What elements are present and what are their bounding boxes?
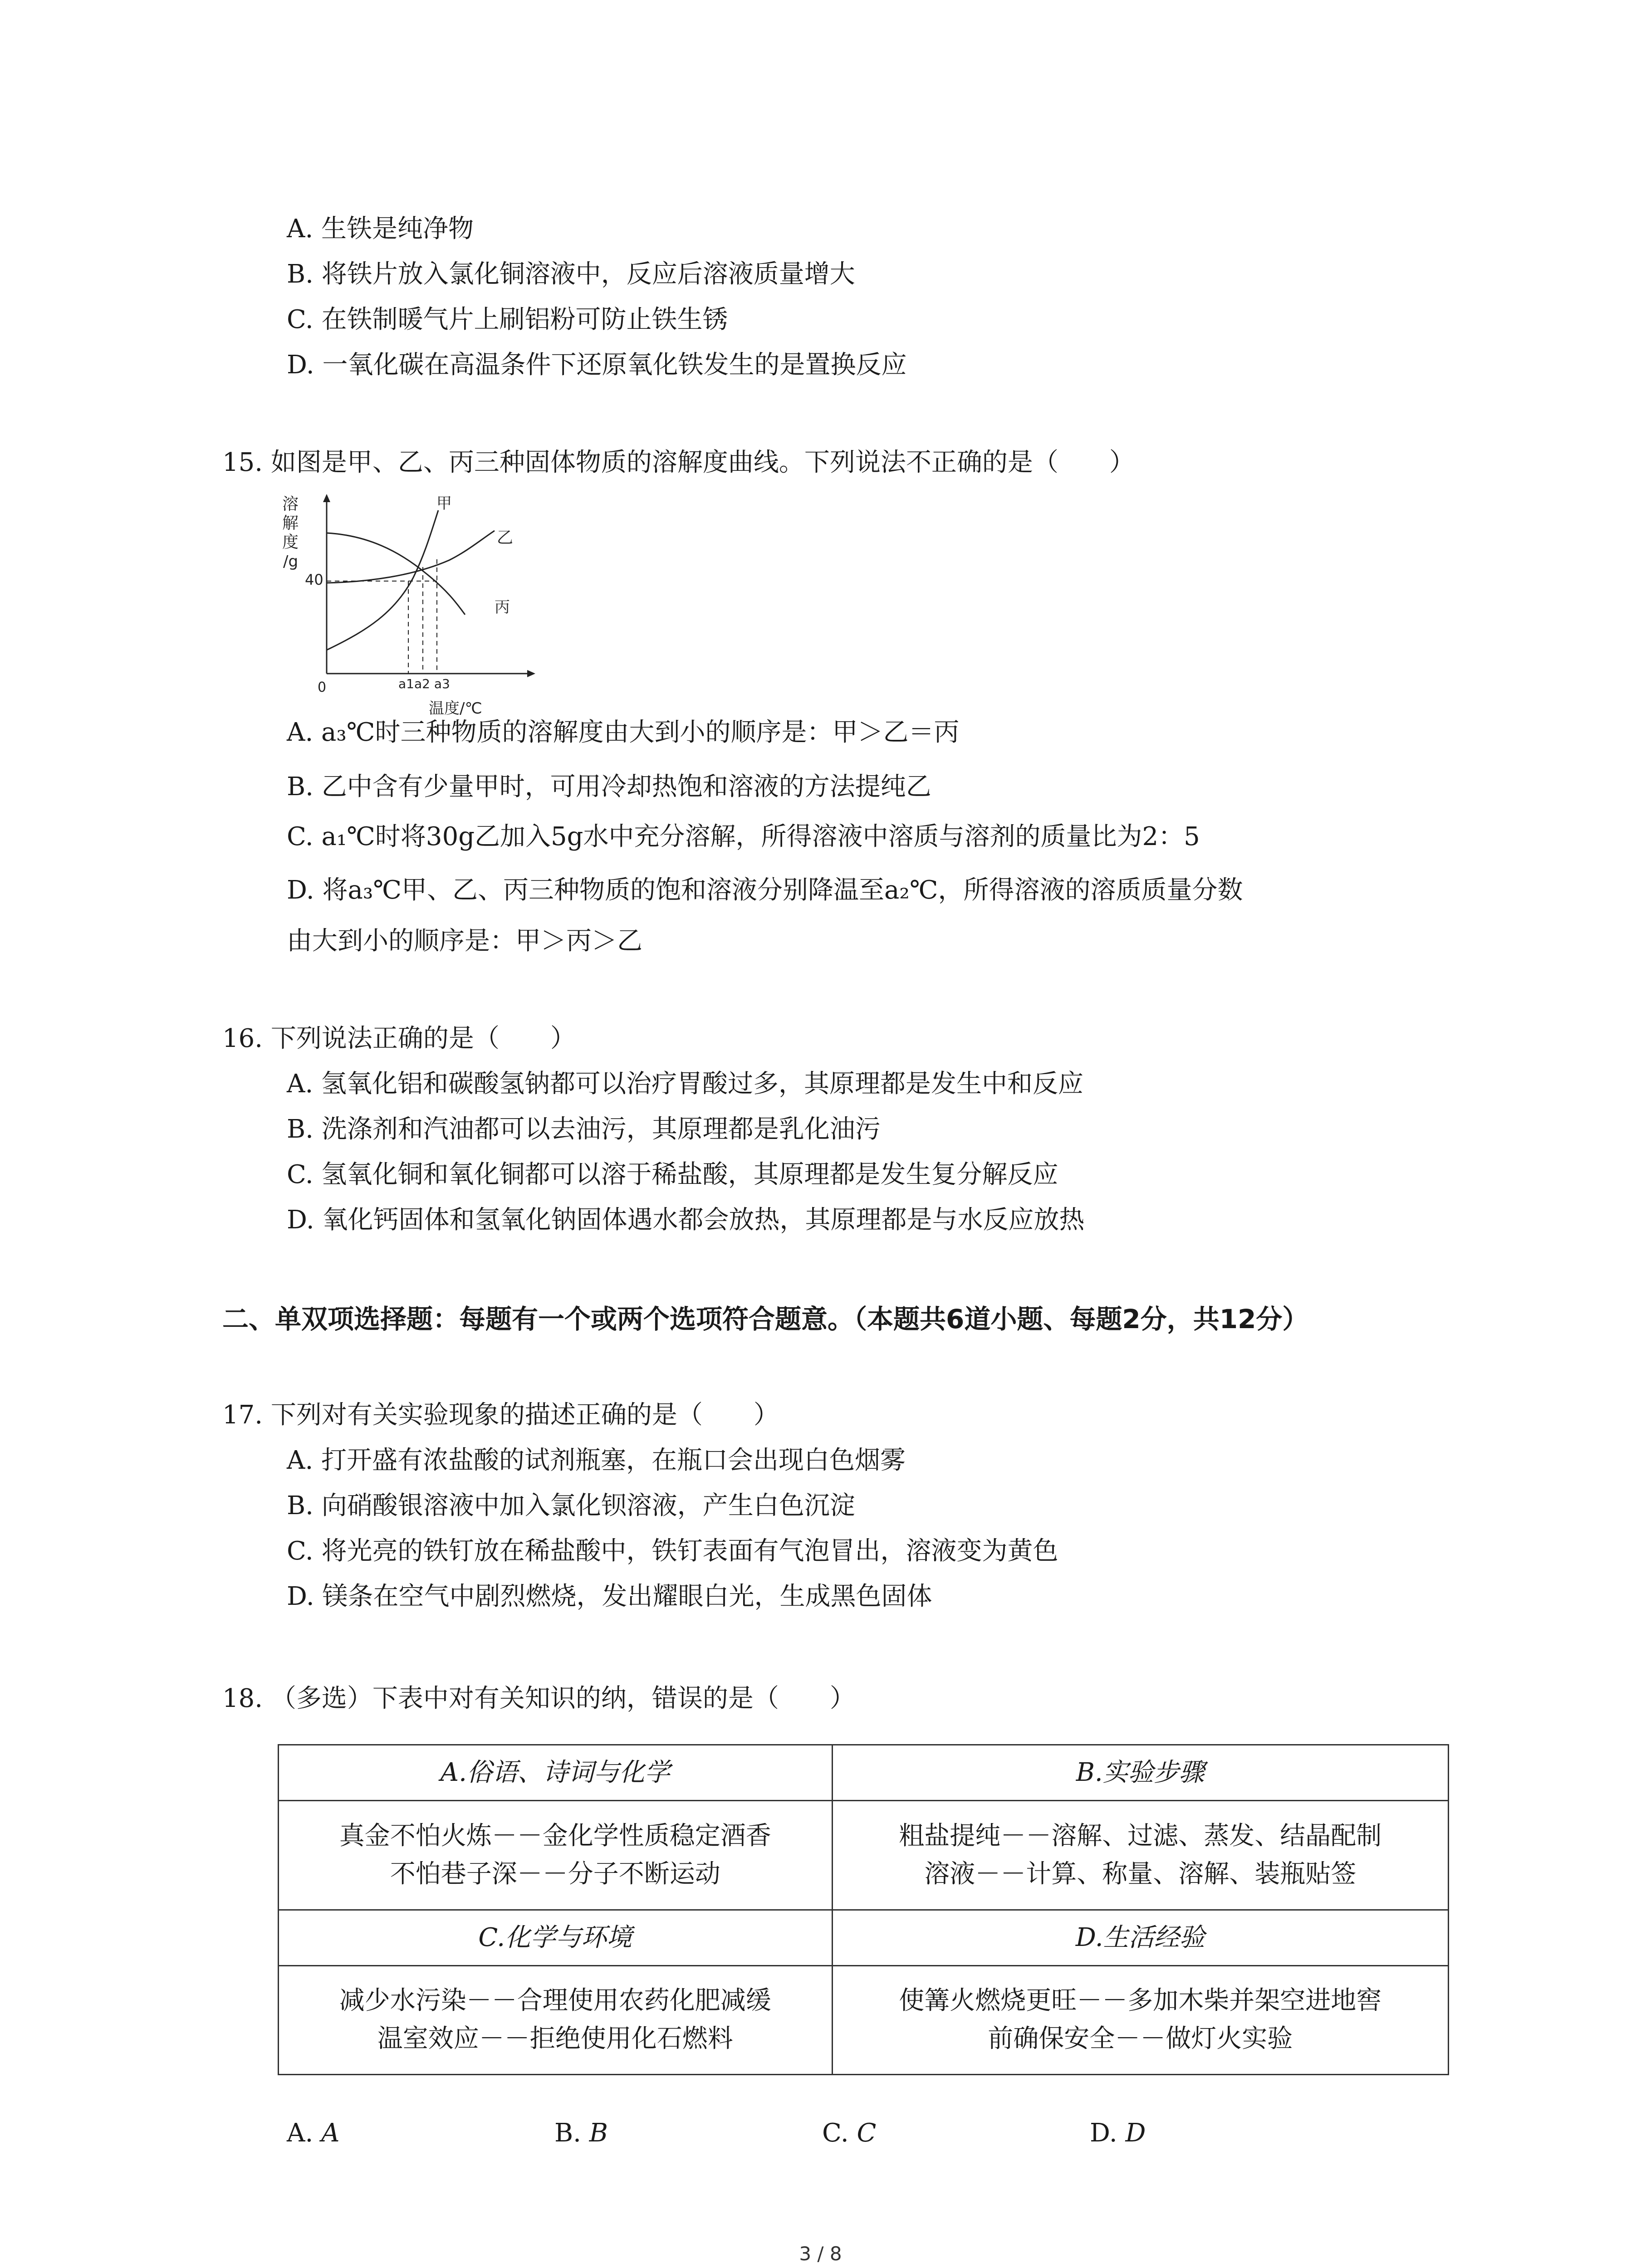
y-tick-40: 40 [305, 571, 323, 588]
q15-option-a: A. a₃℃时三种物质的溶解度由大到小的顺序是：甲＞乙＝丙 [287, 718, 960, 747]
q17-option-b: B. 向硝酸银溶液中加入氯化钡溶液，产生白色沉淀 [287, 1491, 855, 1520]
series-label-jia: 甲 [436, 494, 452, 513]
table-head-d: D.生活经验 [832, 1910, 1448, 1965]
table-cell-a-line1: 真金不怕火炼－－金化学性质稳定酒香 [339, 1821, 771, 1851]
q15-option-d: D. 将a₃℃甲、乙、丙三种物质的饱和溶液分别降温至a₂℃，所得溶液的溶质质量分数 [287, 875, 1243, 905]
table-cell-b-line1: 粗盐提纯－－溶解、过滤、蒸发、结晶配制 [899, 1821, 1382, 1851]
y-label-3: 度 [282, 533, 299, 552]
q16-option-d: D. 氧化钙固体和氢氧化钠固体遇水都会放热，其原理都是与水反应放热 [287, 1205, 1085, 1235]
q17-stem: 17. 下列对有关实验现象的描述正确的是（ ） [222, 1400, 779, 1430]
table-cell-c-line2: 温室效应－－拒绝使用化石燃料 [377, 2024, 733, 2054]
table-head-a: A.俗语、诗词与化学 [279, 1745, 833, 1801]
q18-knowledge-table [278, 1744, 1449, 2075]
y-unit: /g [283, 552, 299, 571]
q16-option-c: C. 氢氧化铜和氧化铜都可以溶于稀盐酸，其原理都是发生复分解反应 [287, 1160, 1058, 1189]
q18-answer-c-letter: C. [822, 2118, 849, 2148]
origin-label: 0 [318, 679, 327, 695]
q14-option-d: D. 一氧化碳在高温条件下还原氧化铁发生的是置换反应 [287, 350, 907, 380]
q18-answer-c [822, 2117, 876, 2149]
x-label: 温度/℃ [429, 699, 482, 718]
section-2-heading: 二、单双项选择题：每题有一个或两个选项符合题意。（本题共6道小题、每题2分，共12分） [222, 1304, 1309, 1334]
table-head-c: C.化学与环境 [279, 1910, 833, 1965]
q14-option-a: A. 生铁是纯净物 [287, 214, 474, 244]
curve-jia [327, 510, 438, 650]
q14-option-b: B. 将铁片放入氯化铜溶液中，反应后溶液质量增大 [287, 259, 855, 289]
curve-yi [327, 531, 495, 583]
q15-option-d-cont: 由大到小的顺序是：甲＞丙＞乙 [287, 926, 642, 956]
q18-stem: 18. （多选）下表中对有关知识的纳，错误的是（ ） [222, 1684, 855, 1713]
q17-option-c: C. 将光亮的铁钉放在稀盐酸中，铁钉表面有气泡冒出，溶液变为黄色 [287, 1536, 1058, 1566]
q15-option-b: B. 乙中含有少量甲时，可用冷却热饱和溶液的方法提纯乙 [287, 772, 931, 802]
q17-option-d: D. 镁条在空气中剧烈燃烧，发出耀眼白光，生成黑色固体 [287, 1582, 932, 1611]
q18-answer-d-value: D [1125, 2118, 1146, 2148]
y-label-1: 溶 [282, 495, 299, 513]
table-head-b: B.实验步骤 [832, 1745, 1448, 1801]
table-cell-b [832, 1801, 1448, 1910]
q15-stem: 15. 如图是甲、乙、丙三种固体物质的溶解度曲线。下列说法不正确的是（ ） [222, 448, 1135, 477]
table-cell-d [832, 1965, 1448, 2075]
table-cell-c [279, 1965, 833, 2075]
q18-answer-a-letter: A. [287, 2118, 314, 2148]
q18-answer-b [554, 2117, 608, 2149]
table-cell-a-line2: 不怕巷子深－－分子不断运动 [390, 1859, 720, 1889]
x-ticks: a1a2 a3 [398, 676, 450, 691]
q18-answer-b-value: B [589, 2118, 608, 2148]
series-label-yi: 乙 [497, 528, 514, 547]
solubility-chart [277, 492, 603, 719]
y-axis-arrow [323, 494, 330, 502]
table-cell-d-line1: 使篝火燃烧更旺－－多加木柴并架空进地窖 [899, 1986, 1382, 2016]
q17-option-a: A. 打开盛有浓盐酸的试剂瓶塞，在瓶口会出现白色烟雾 [287, 1446, 906, 1475]
table-cell-d-line2: 前确保安全－－做灯火实验 [988, 2024, 1293, 2054]
x-axis-arrow [527, 670, 535, 677]
table-cell-c-line1: 减少水污染－－合理使用农药化肥减缓 [339, 1986, 771, 2016]
table-cell-a [279, 1801, 833, 1910]
q18-answer-a [287, 2117, 340, 2149]
q18-answer-b-letter: B. [554, 2118, 581, 2148]
y-label-2: 解 [282, 514, 299, 533]
q16-option-b: B. 洗涤剂和汽油都可以去油污，其原理都是乳化油污 [287, 1114, 881, 1144]
series-label-bing: 丙 [495, 598, 510, 616]
q15-option-c: C. a₁℃时将30g乙加入5g水中充分溶解，所得溶液中溶质与溶剂的质量比为2：5 [287, 822, 1200, 851]
q14-option-c: C. 在铁制暖气片上刷铝粉可防止铁生锈 [287, 305, 728, 334]
page-number: 3 / 8 [799, 2243, 842, 2265]
q18-answer-d [1090, 2117, 1146, 2149]
q18-answer-c-value: C [857, 2118, 877, 2148]
q18-answer-d-letter: D. [1090, 2118, 1117, 2148]
q16-option-a: A. 氢氧化铝和碳酸氢钠都可以治疗胃酸过多，其原理都是发生中和反应 [287, 1069, 1084, 1099]
table-cell-b-line2: 溶液－－计算、称量、溶解、装瓶贴签 [924, 1859, 1357, 1889]
q16-stem: 16. 下列说法正确的是（ ） [222, 1024, 576, 1053]
q18-answer-a-value: A [321, 2118, 340, 2148]
